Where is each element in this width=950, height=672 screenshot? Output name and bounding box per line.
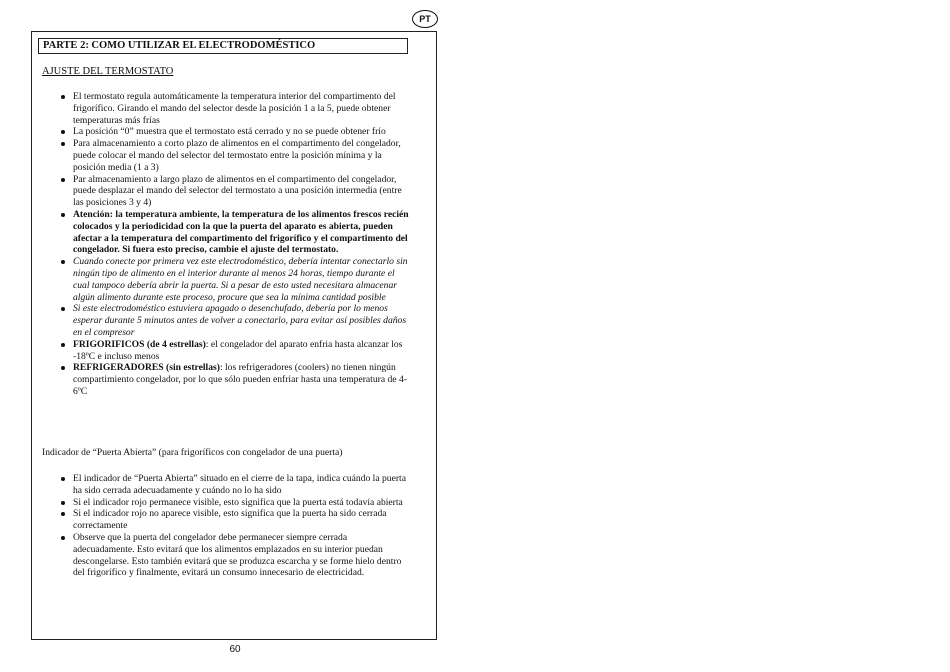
thermostat-bullet-list <box>59 91 409 398</box>
list-item: La posición “0” muestra que el termostato está cerrado y no se puede obtener frío <box>59 126 409 138</box>
list-item: Para almacenamiento a corto plazo de alimentos en el compartimento del congelador, puede colocar el mando del selector del termostato entre la posición mínima y la posición media (1 a 3) <box>59 138 409 173</box>
page-number: 60 <box>229 644 241 655</box>
list-item: El termostato regula automáticamente la temperatura interior del compartimento del frigorífico. Girando el mando del selector desde la posición 1 a la 5, puede obtener temperaturas más frías <box>59 91 409 126</box>
list-item: El indicador de “Puerta Abierta” situado en el cierre de la tapa, indica cuándo la puerta ha sido cerrada adecuadamente y cuándo no lo ha sido <box>59 473 409 497</box>
list-item: Si el indicador rojo no aparece visible, esto significa que la puerta ha sido cerrada correctamente <box>59 508 409 532</box>
list-item: Observe que la puerta del congelador debe permanecer siempre cerrada adecuadamente. Esto evitará que los alimentos emplazados en su interior puedan descongelarse. Esto también evitará que se produzca escarcha y se forme hielo dentro del frigorífico y finalmente, evitará un consumo innecesario de electricidad. <box>59 532 409 579</box>
list-item: Par almacenamiento a largo plazo de alimentos en el compartimento del congelador, puede desplazar el mando del selector del termostato a una posición intermedia (entre las posiciones 3 y 4) <box>59 174 409 209</box>
list-item-refrigerators: REFRIGERADORES (sin estrellas): los refrigeradores (coolers) no tienen ningún compartimiento congelador, por lo que sólo pueden enfriar hasta una temperatura de 4-6ºC <box>59 362 409 397</box>
list-item-restart: Si este electrodoméstico estuviera apagado o desenchufado, debería por lo menos esperar durante 5 minutos antes de volver a conectarlo, para evitar así posibles daños en el compresor <box>59 303 409 338</box>
list-item: Si el indicador rojo permanece visible, esto significa que la puerta está todavía abierta <box>59 497 409 509</box>
list-item-first-use: Cuando conecte por primera vez este electrodoméstico, debería intentar conectarlo sin ningún tipo de alimento en el interior durante al menos 24 horas, tiempo durante el cual tampoco debería abrir la puerta. Si a pesar de esto usted necesitara almacenar algún alimento durante este proceso, procure que sea la mínima cantidad posible <box>59 256 409 303</box>
door-indicator-heading: Indicador de “Puerta Abierta” (para frigoríficos con congelador de una puerta) <box>42 447 343 458</box>
list-item-freezers: FRIGORIFICOS (de 4 estrellas): el congelador del aparato enfria hasta alcanzar los -18ºC e incluso menos <box>59 339 409 363</box>
thermostat-subheading: AJUSTE DEL TERMOSTATO <box>42 66 174 77</box>
list-item-warning: Atención: la temperatura ambiente, la temperatura de los alimentos frescos recién colocados y la periodicidad con la que la puerta del aparato es abierta, pueden afectar a la temperatura del compartimento del frigorífico y el compartimento del congelador. Si fuera esto preciso, cambie el ajuste del termostato. <box>59 209 409 256</box>
door-indicator-bullet-list <box>59 473 409 579</box>
language-badge: PT <box>412 10 438 28</box>
section-title: PARTE 2: COMO UTILIZAR EL ELECTRODOMÉSTICO <box>38 38 408 54</box>
